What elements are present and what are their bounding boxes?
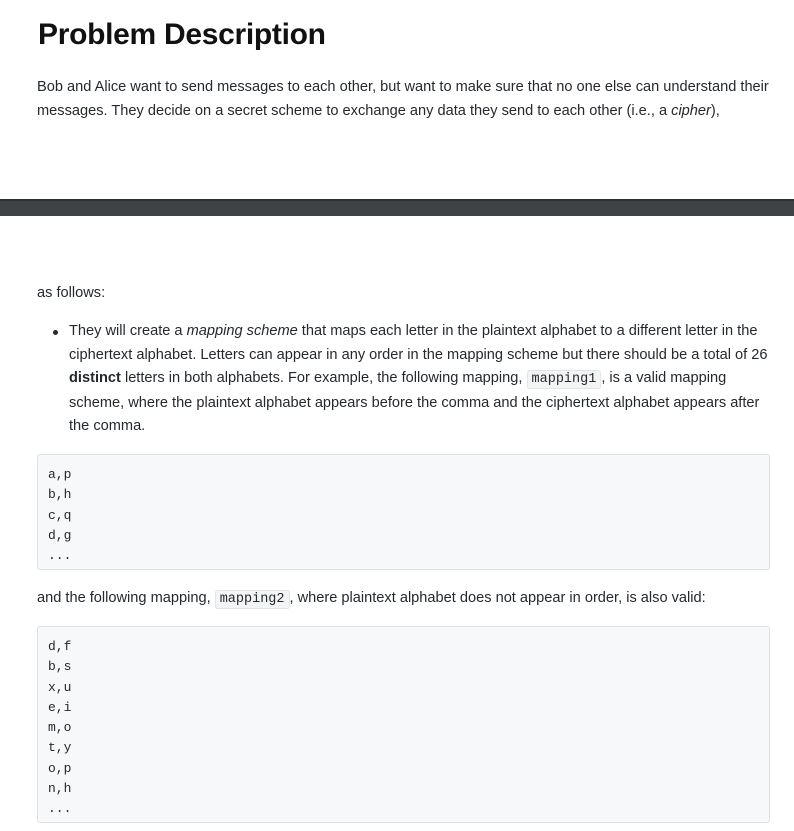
bullet-text-1: They will create a — [69, 323, 187, 339]
code-line: x,u — [48, 679, 72, 695]
code-line: m,o — [48, 720, 72, 736]
inline-code-mapping1: mapping1 — [527, 370, 602, 389]
intro-text-2: ), — [710, 102, 720, 119]
bullet-text-3: letters in both alphabets. For example, the following mapping, — [120, 370, 527, 386]
page-title: Problem Description — [38, 18, 326, 51]
intro-paragraph — [37, 76, 777, 123]
intro-text-1: Bob and Alice want to send messages to each other, but want to make sure that no one else can understand their messages. They decide on a secret scheme to exchange any data they send to each other (i.e., a — [37, 79, 769, 119]
code-line: b,s — [48, 659, 72, 675]
code-line: d,f — [48, 639, 72, 654]
code-line: a,p — [48, 467, 72, 482]
code-line: b,h — [48, 487, 72, 503]
code-line: ... — [48, 548, 72, 564]
inline-code-mapping2: mapping2 — [215, 590, 290, 609]
mapping2-paragraph — [37, 587, 777, 612]
bullet-text-2: that maps each letter in the plaintext alphabet to a different letter in the ciphertext alphabet. Letters can appear in any order in the mapping scheme but there should be a total of 26 — [69, 323, 768, 363]
bullet-emphasis: mapping scheme — [186, 323, 298, 339]
page-break-band — [0, 199, 794, 216]
code-line: c,q — [48, 507, 72, 523]
code-line: e,i — [48, 699, 72, 715]
code-line: d,g — [48, 527, 72, 543]
bullet-list — [37, 320, 777, 439]
list-item — [37, 320, 777, 439]
code-block-mapping2 — [37, 626, 770, 823]
code-line: ... — [48, 801, 72, 817]
code-block-mapping1 — [37, 454, 770, 570]
para2-text-2: , where plaintext alphabet does not appear in order, is also valid: — [289, 590, 706, 606]
bullet-text-4: , is a valid mapping scheme, where the plaintext alphabet appears before the comma and the ciphertext alphabet appears after the comma. — [69, 370, 760, 434]
as-follows-text: as follows: — [37, 285, 106, 301]
code-line: o,p — [48, 760, 72, 776]
para2-text-1: and the following mapping, — [37, 590, 215, 606]
code-line: t,y — [48, 740, 72, 756]
intro-emphasis: cipher — [671, 102, 711, 119]
bullet-strong: distinct — [69, 370, 121, 386]
as-follows-paragraph — [37, 282, 777, 306]
bullet-dot-icon — [53, 330, 58, 335]
code-line: n,h — [48, 781, 72, 797]
